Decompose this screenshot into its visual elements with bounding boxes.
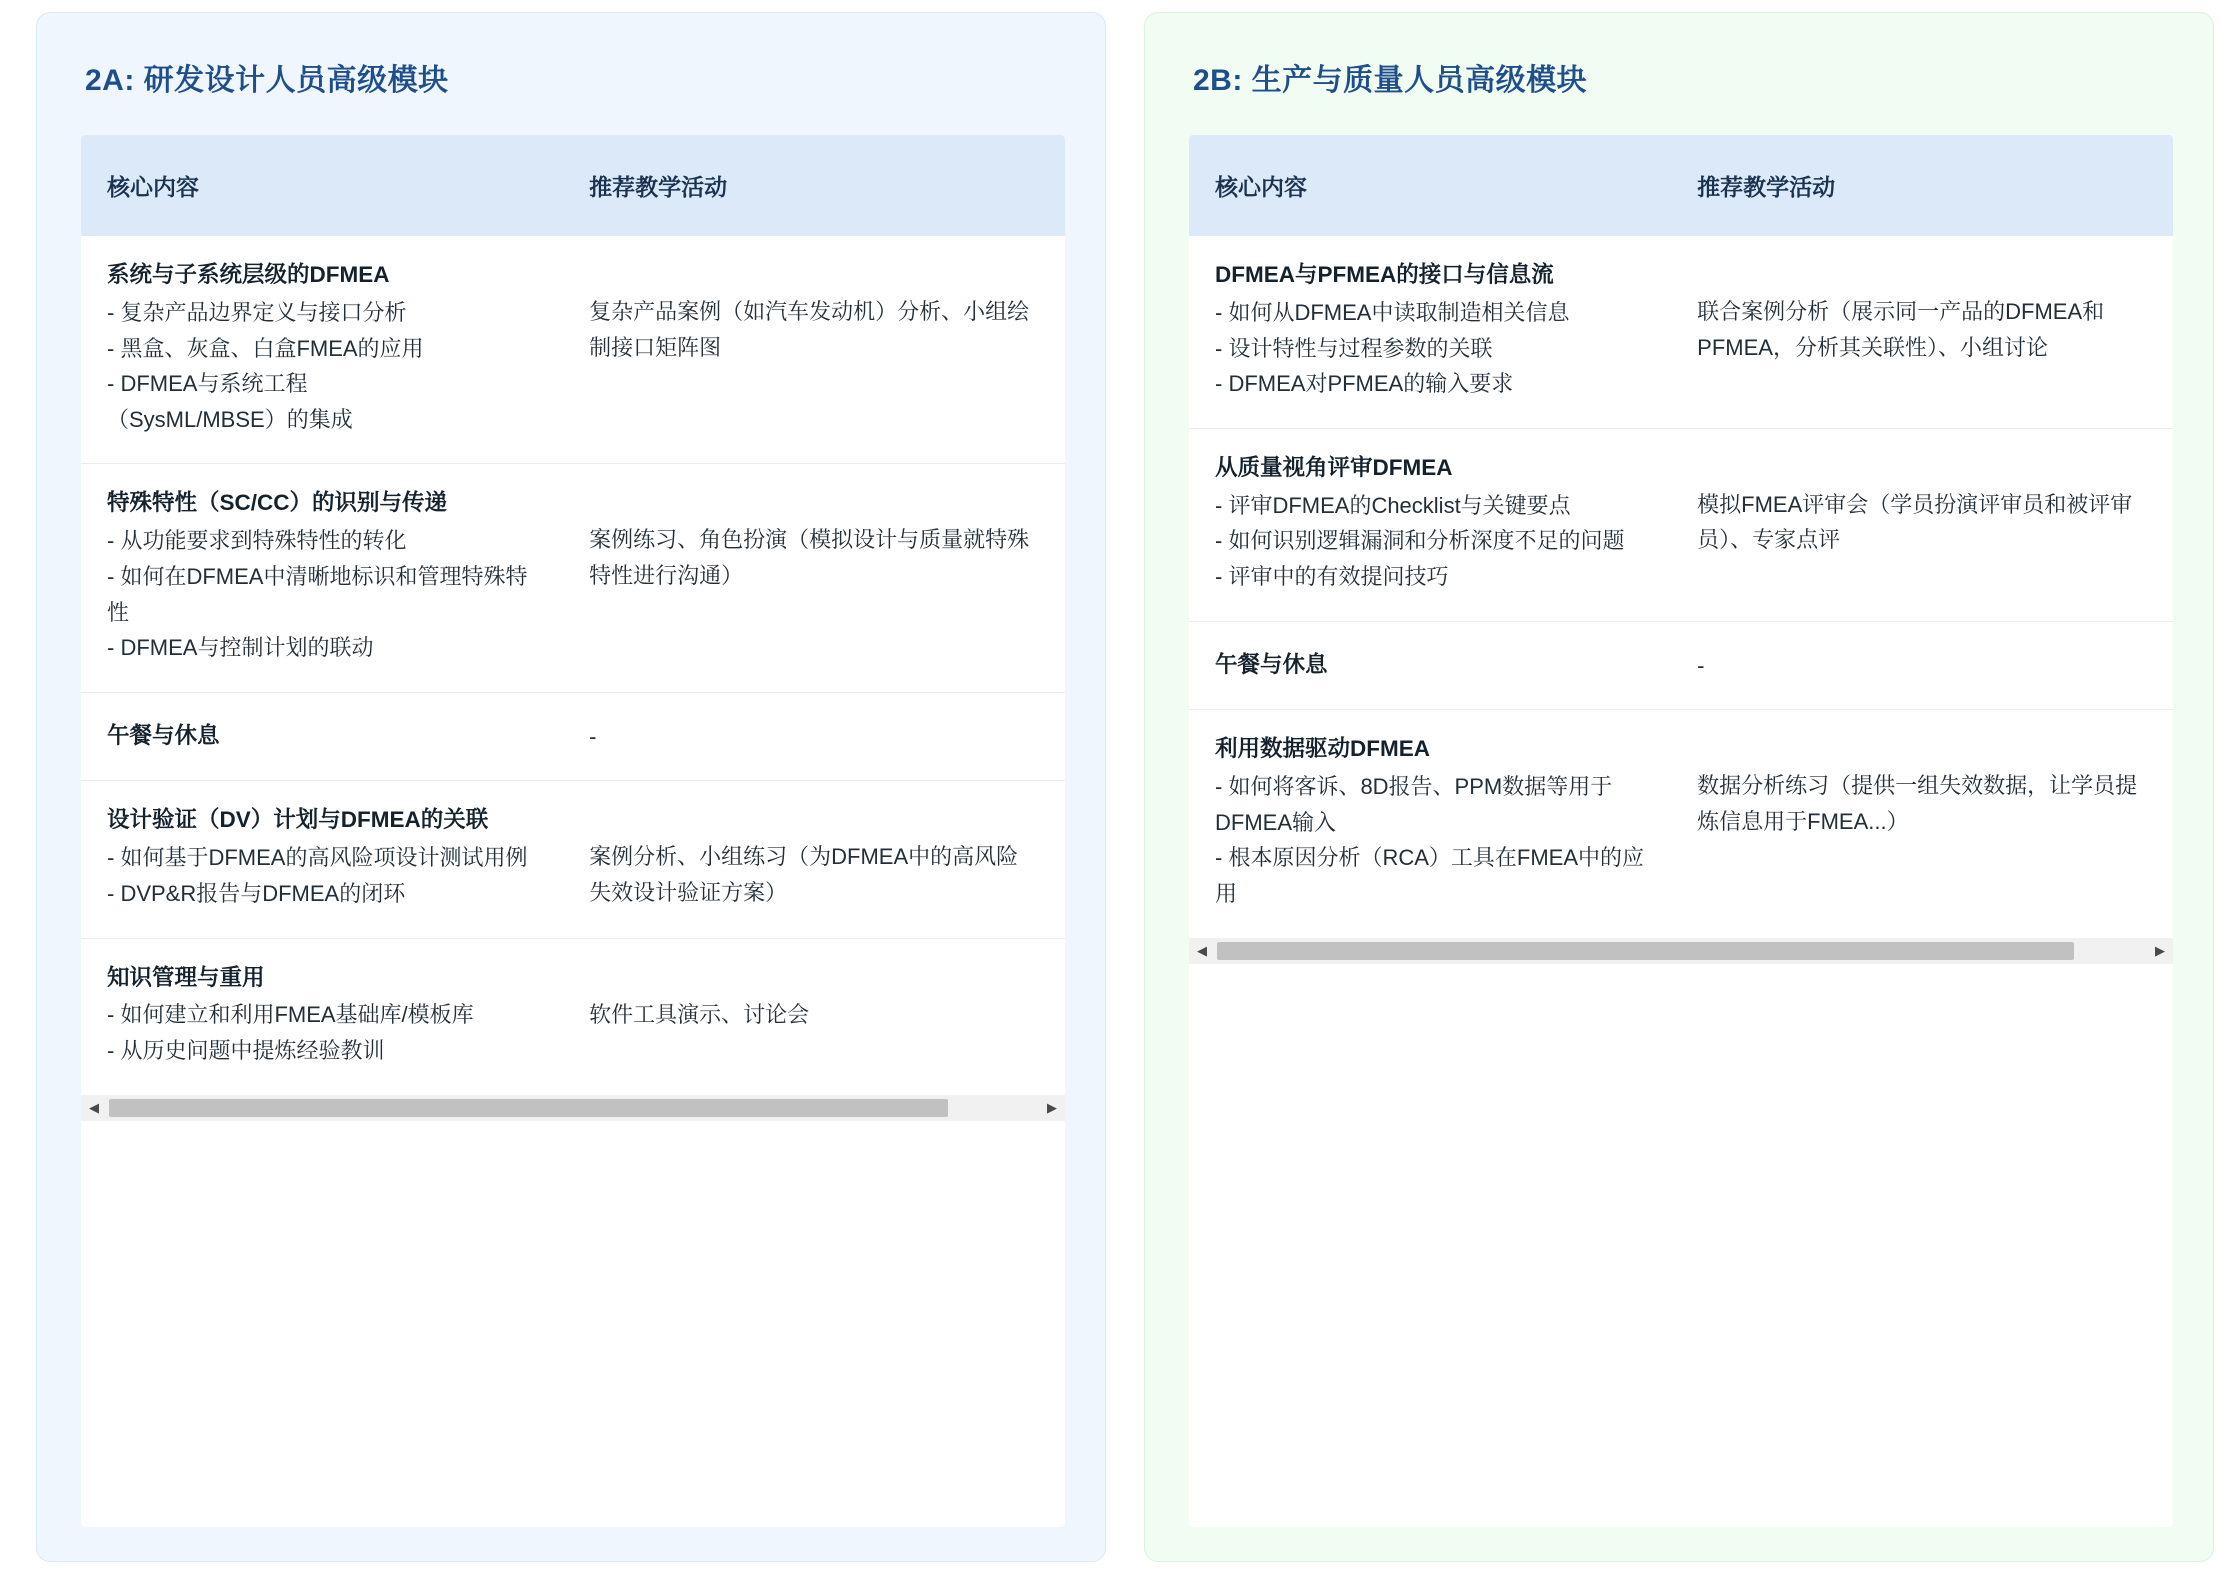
table-container-2b [1189,135,2173,1527]
cell-content [81,938,563,1095]
activity-text: 案例分析、小组练习（为DFMEA中的高风险失效设计验证方案） [589,844,1019,905]
row-title: 特殊特性（SC/CC）的识别与传递 [107,490,448,516]
cell-content [1189,428,1671,621]
row-title: 知识管理与重用 [107,964,265,990]
scrollbar-thumb[interactable] [1217,942,2074,960]
scroll-right-icon[interactable]: ▶ [2147,938,2173,964]
table-row-break [1189,621,2173,710]
cell-activity [563,938,1065,1095]
scrollbar-track[interactable] [1215,938,2147,964]
bullet-item: - 评审中的有效提问技巧 [1215,563,1449,589]
activity-text: 数据分析练习（提供一组失效数据，让学员提炼信息用于FMEA...） [1697,773,2138,834]
horizontal-scrollbar-2b[interactable] [1189,938,2173,964]
bullet-item: - 根本原因分析（RCA）工具在FMEA中的应用 [1215,845,1645,906]
row-title: 从质量视角评审DFMEA [1215,454,1453,480]
column-header-content: 核心内容 [81,135,563,236]
table-head-2a [81,135,1065,236]
table-row [81,464,1065,692]
table-row [1189,428,2173,621]
cell-activity [563,692,1065,781]
cell-content [1189,236,1671,428]
bullet-item: - DFMEA与控制计划的联动 [107,635,374,661]
bullet-item: - 如何建立和利用FMEA基础库/模板库 [107,1002,474,1028]
cell-activity [1671,621,2173,710]
scroll-right-icon[interactable]: ▶ [1039,1095,1065,1121]
bullet-item: - DFMEA与系统工程 [107,371,308,397]
cell-activity [1671,428,2173,621]
column-header-activity: 推荐教学活动 [563,135,1065,236]
activity-text: - [1697,652,1705,678]
cell-content [81,236,563,464]
table-body-2b [1189,236,2173,938]
row-title: 利用数据驱动DFMEA [1215,736,1430,762]
activity-text: - [589,723,597,749]
table-row [81,236,1065,464]
row-bullets [1215,488,1645,595]
row-bullets [1215,769,1645,912]
row-bullets [107,523,537,666]
row-bullets [1215,295,1645,402]
table-row [1189,236,2173,428]
table-header-row [81,135,1065,236]
curriculum-table-2b [1189,135,2173,938]
table-row [81,938,1065,1095]
curriculum-table-2a [81,135,1065,1095]
bullet-item: - DVP&R报告与DFMEA的闭环 [107,880,406,906]
bullet-item: - 复杂产品边界定义与接口分析 [107,299,407,325]
row-title: 设计验证（DV）计划与DFMEA的关联 [107,807,489,833]
column-header-content: 核心内容 [1189,135,1671,236]
cell-activity [563,464,1065,692]
table-row [1189,710,2173,938]
table-container-2a [81,135,1065,1527]
row-bullets [107,840,537,911]
bullet-item: - 黑盒、灰盒、白盒FMEA的应用 [107,335,424,361]
cell-content [81,464,563,692]
scroll-left-icon[interactable]: ◀ [81,1095,107,1121]
activity-text: 联合案例分析（展示同一产品的DFMEA和PFMEA，分析其关联性）、小组讨论 [1697,299,2105,360]
table-row [81,781,1065,938]
activity-text: 复杂产品案例（如汽车发动机）分析、小组绘制接口矩阵图 [589,299,1030,360]
bullet-item: - 如何在DFMEA中清晰地标识和管理特殊特性 [107,563,528,625]
cell-content [1189,710,1671,938]
panel-title-2b: 2B: 生产与质量人员高级模块 [1193,64,1588,97]
row-title: 系统与子系统层级的DFMEA [107,262,390,287]
table-head-2b [1189,135,2173,236]
scroll-left-icon[interactable]: ◀ [1189,938,1215,964]
activity-text: 模拟FMEA评审会（学员扮演评审员和被评审员）、专家点评 [1697,491,2133,553]
panel-module-2a [36,12,1106,1562]
panel-module-2b [1144,12,2214,1562]
table-header-row [1189,135,2173,236]
table-body-2a [81,236,1065,1095]
bullet-item: - 如何从DFMEA中读取制造相关信息 [1215,299,1570,325]
bullet-item: - 评审DFMEA的Checklist与关键要点 [1215,492,1571,518]
cell-activity [563,236,1065,464]
cell-activity [1671,236,2173,428]
row-bullets [107,295,537,438]
bullet-item: - DFMEA对PFMEA的输入要求 [1215,371,1514,397]
activity-text: 案例练习、角色扮演（模拟设计与质量就特殊特性进行沟通） [589,527,1030,588]
bullet-item: - 从功能要求到特殊特性的转化 [107,528,407,554]
cell-content [1189,621,1671,710]
bullet-item: （SysML/MBSE）的集成 [107,406,353,432]
cell-activity [1671,710,2173,938]
activity-text: 软件工具演示、讨论会 [589,1001,810,1027]
cell-content [81,781,563,938]
table-row-break [81,692,1065,781]
cell-activity [563,781,1065,938]
bullet-item: - 如何将客诉、8D报告、PPM数据等用于DFMEA输入 [1215,774,1613,835]
row-title: 午餐与休息 [1215,651,1328,677]
row-title: DFMEA与PFMEA的接口与信息流 [1215,262,1554,287]
panel-title-2a: 2A: 研发设计人员高级模块 [85,64,449,97]
column-header-activity: 推荐教学活动 [1671,135,2173,236]
horizontal-scrollbar-2a[interactable] [81,1095,1065,1121]
cell-content [81,692,563,781]
row-title: 午餐与休息 [107,722,220,748]
bullet-item: - 如何识别逻辑漏洞和分析深度不足的问题 [1215,528,1625,554]
bullet-item: - 设计特性与过程参数的关联 [1215,335,1493,361]
scrollbar-thumb[interactable] [109,1099,948,1117]
bullet-item: - 从历史问题中提炼经验教训 [107,1038,385,1063]
bullet-item: - 如何基于DFMEA的高风险项设计测试用例 [107,845,528,871]
scrollbar-track[interactable] [107,1095,1039,1121]
row-bullets [107,997,537,1068]
